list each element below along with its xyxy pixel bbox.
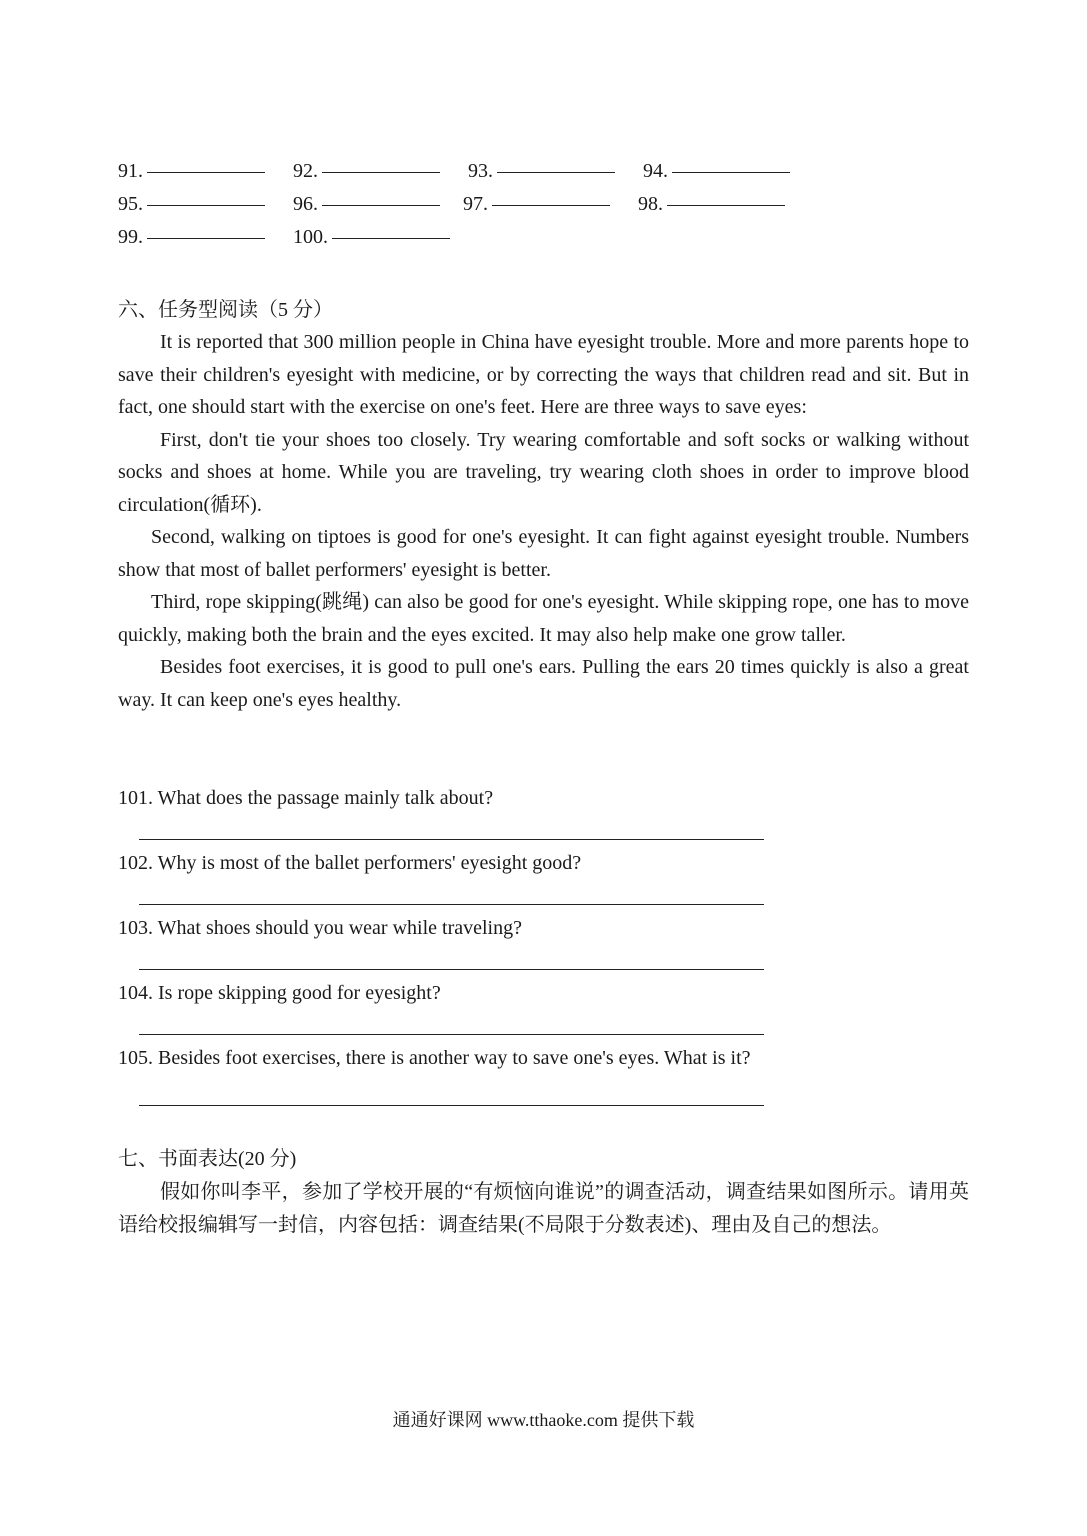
answer-line-102[interactable] xyxy=(139,904,764,905)
blank-number: 96. xyxy=(293,193,318,215)
blank-number: 93. xyxy=(468,160,493,182)
blank-number: 99. xyxy=(118,226,143,248)
answer-line-103[interactable] xyxy=(139,969,764,970)
answer-blank[interactable] xyxy=(638,188,785,220)
question-102: 102. Why is most of the ballet performers' eyesight good? xyxy=(118,852,582,874)
passage-paragraph: Second, walking on tiptoes is good for one's eyesight. It can fight against eyesight trouble. Numbers show that most of ballet performers' eyesight is better. xyxy=(118,526,969,581)
passage-paragraph: It is reported that 300 million people in China have eyesight trouble. More and more parents hope to save their children's eyesight with medicine, or by correcting the ways that children read and sit. But in fact, one should start with the exercise on one's feet. Here are three ways to save eyes: xyxy=(118,331,969,418)
blank-number: 100. xyxy=(293,226,328,248)
passage-paragraph: Third, rope skipping(跳绳) can also be good for one's eyesight. While skipping rope, one has to move quickly, making both the brain and the eyes excited. It may also help make one grow taller. xyxy=(118,591,969,646)
blank-number: 92. xyxy=(293,160,318,182)
answer-blank[interactable] xyxy=(468,155,615,187)
answer-blank[interactable] xyxy=(463,188,610,220)
answer-blank[interactable] xyxy=(293,155,440,187)
answer-blank[interactable] xyxy=(118,155,265,187)
answer-line-104[interactable] xyxy=(139,1034,764,1035)
blank-number: 98. xyxy=(638,193,663,215)
question-105: 105. Besides foot exercises, there is another way to save one's eyes. What is it? xyxy=(118,1047,751,1069)
blank-number: 97. xyxy=(463,193,488,215)
writing-prompt-text: 假如你叫李平，参加了学校开展的“有烦恼向谁说”的调查活动，调查结果如图所示。请用英语给校报编辑写一封信，内容包括：调查结果(不局限于分数表述)、理由及自己的想法。 xyxy=(118,1181,969,1236)
passage-paragraph: First, don't tie your shoes too closely. Try wearing comfortable and soft socks or walking without socks and shoes at home. While you are traveling, try wearing cloth shoes in order to improve blood circulation(循环). xyxy=(118,428,969,516)
answer-blank[interactable] xyxy=(118,188,265,220)
section-seven-title: 七、书面表达(20 分) xyxy=(118,1148,297,1170)
blank-number: 94. xyxy=(643,160,668,182)
blank-number: 95. xyxy=(118,193,143,215)
answer-blanks-row-2 xyxy=(118,188,878,220)
answer-blank[interactable] xyxy=(293,221,450,253)
answer-blanks-row-3 xyxy=(118,221,878,253)
passage-paragraph: Besides foot exercises, it is good to pull one's ears. Pulling the ears 20 times quickly is also a great way. It can keep one's eyes healthy. xyxy=(118,656,969,711)
answer-blanks-row-1 xyxy=(118,155,878,187)
question-101: 101. What does the passage mainly talk about? xyxy=(118,787,494,809)
page-footer: 通通好课网 www.tthaoke.com 提供下载 xyxy=(392,1410,695,1430)
answer-blank[interactable] xyxy=(293,188,440,220)
answer-blank[interactable] xyxy=(643,155,790,187)
question-103: 103. What shoes should you wear while traveling? xyxy=(118,917,522,939)
question-104: 104. Is rope skipping good for eyesight? xyxy=(118,982,441,1004)
blank-number: 91. xyxy=(118,160,143,182)
answer-blank[interactable] xyxy=(118,221,265,253)
writing-prompt xyxy=(118,1176,969,1241)
answer-line-105[interactable] xyxy=(139,1105,764,1106)
section-six-title: 六、任务型阅读（5 分） xyxy=(118,299,333,321)
answer-line-101[interactable] xyxy=(139,839,764,840)
reading-passage xyxy=(118,326,969,716)
